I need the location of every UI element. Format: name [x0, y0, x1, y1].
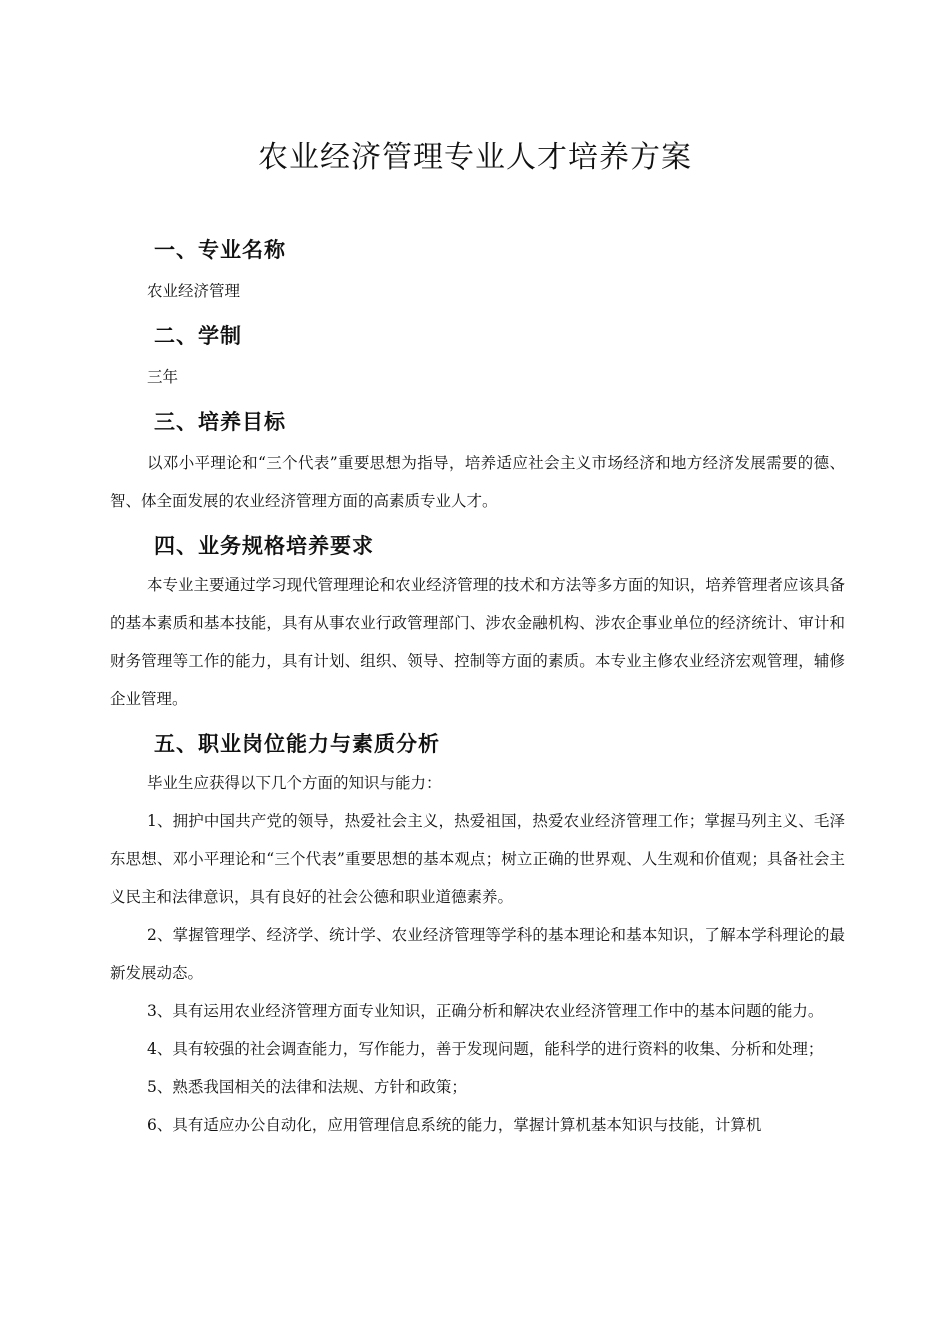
list-item: 2、掌握管理学、经济学、统计学、农业经济管理等学科的基本理论和基本知识，了解本学科理论的最新发展动态。 [110, 926, 845, 982]
paragraph: 农业经济管理 [147, 282, 241, 300]
list-item: 4、具有较强的社会调查能力，写作能力，善于发现问题，能科学的进行资料的收集、分析和处理； [147, 1040, 824, 1058]
list-item: 6、具有适应办公自动化，应用管理信息系统的能力，掌握计算机基本知识与技能，计算机 [147, 1116, 762, 1134]
section-heading-abilities: 五、职业岗位能力与素质分析 [154, 732, 440, 756]
section-content-requirements [110, 566, 845, 718]
list-item: 1、拥护中国共产党的领导，热爱社会主义，热爱祖国，热爱农业经济管理工作；掌握马列主义、毛泽东思想、邓小平理论和“三个代表”重要思想的基本观点；树立正确的世界观、人生观和价值观；具备社会主义民主和法律意识，具有良好的社会公德和职业道德素养。 [110, 812, 845, 906]
section-heading-major-name: 一、专业名称 [154, 238, 286, 262]
section-heading-duration: 二、学制 [154, 324, 242, 348]
section-content-major-name [147, 272, 882, 310]
section-content-objectives [110, 444, 845, 520]
section-content-abilities [110, 764, 845, 1144]
section-heading-requirements: 四、业务规格培养要求 [154, 534, 374, 558]
paragraph: 三年 [147, 368, 179, 386]
document-title: 农业经济管理专业人才培养方案 [258, 140, 692, 175]
list-item: 5、熟悉我国相关的法律和法规、方针和政策； [147, 1078, 467, 1096]
paragraph: 本专业主要通过学习现代管理理论和农业经济管理的技术和方法等多方面的知识，培养管理者应该具备的基本素质和基本技能，具有从事农业行政管理部门、涉农金融机构、涉农企事业单位的经济统计、审计和财务管理等工作的能力，具有计划、组织、领导、控制等方面的素质。本专业主修农业经济宏观管理，辅修企业管理。 [110, 576, 845, 708]
section-content-duration [147, 358, 882, 396]
list-item: 3、具有运用农业经济管理方面专业知识，正确分析和解决农业经济管理工作中的基本问题的能力。 [147, 1002, 824, 1020]
section-heading-objectives: 三、培养目标 [154, 410, 286, 434]
paragraph: 以邓小平理论和“三个代表”重要思想为指导，培养适应社会主义市场经济和地方经济发展需要的德、智、体全面发展的农业经济管理方面的高素质专业人才。 [110, 454, 845, 510]
paragraph-intro: 毕业生应获得以下几个方面的知识与能力： [147, 774, 442, 792]
